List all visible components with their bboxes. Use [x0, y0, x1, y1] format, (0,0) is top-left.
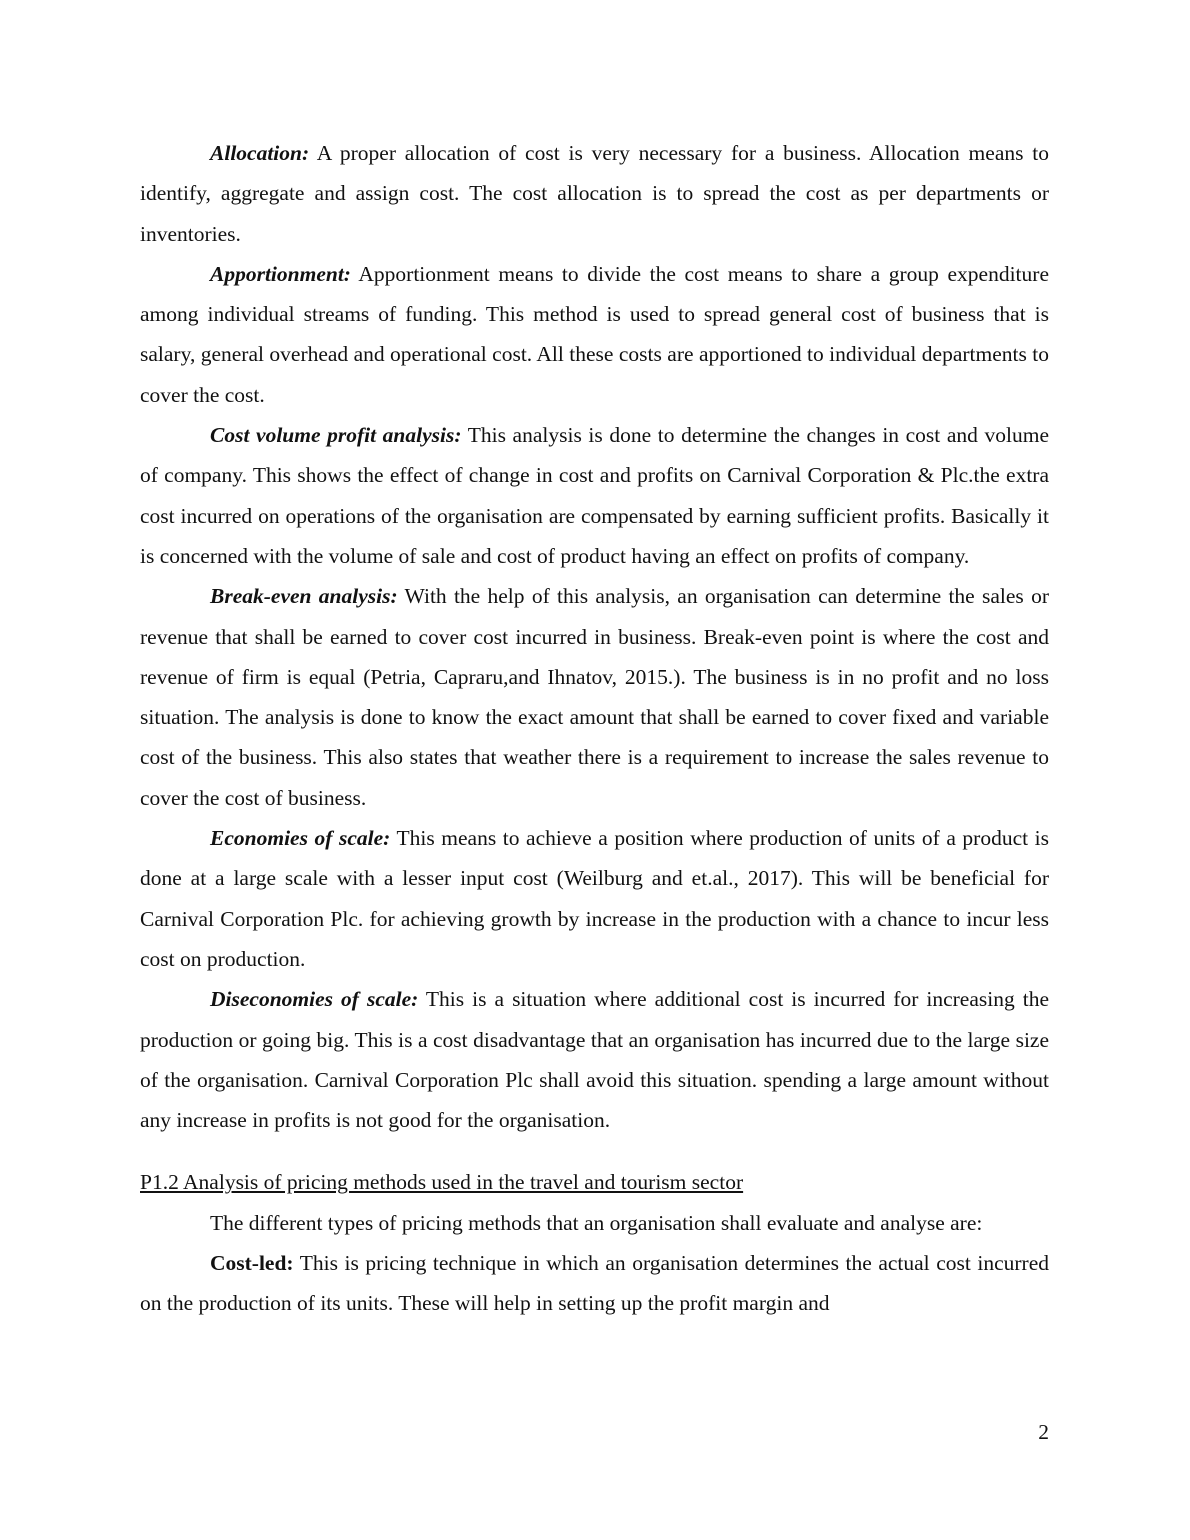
text-economies-of-scale: This means to achieve a position where production of units of a product is done at a large scale with a lesser input cost (Weilburg and et.al., 2017). This will be beneficial for Carnival Corporation Plc. for achieving growth by increase in the production with a chance to incur less cost on production. — [140, 826, 1049, 971]
term-cost-volume-profit: Cost volume profit analysis: — [210, 423, 462, 448]
paragraph-economies-of-scale — [140, 818, 1049, 979]
paragraph-apportionment — [140, 254, 1049, 415]
paragraph-cost-led — [140, 1243, 1049, 1324]
paragraph-diseconomies-of-scale — [140, 979, 1049, 1140]
term-diseconomies-of-scale: Diseconomies of scale: — [210, 987, 419, 1012]
paragraph-intro: The different types of pricing methods that an organisation shall evaluate and analyse are: — [210, 1210, 983, 1235]
paragraph-allocation — [140, 133, 1049, 254]
term-cost-led: Cost-led: — [210, 1251, 294, 1276]
text-break-even: With the help of this analysis, an organisation can determine the sales or revenue that shall be earned to cover cost incurred in business. Break-even point is where the cost and revenue of firm is equal (Petria, Capraru,and Ihnatov, 2015.). The business is in no profit and no loss situation. The analysis is done to know the exact amount that shall be earned to cover fixed and variable cost of the business. This also states that weather there is a requirement to increase the sales revenue to cover the cost of business. — [140, 584, 1049, 810]
document-page — [140, 133, 1049, 1324]
text-diseconomies-of-scale: This is a situation where additional cost is incurred for increasing the production or going big. This is a cost disadvantage that an organisation has incurred due to the large size of the organisation. Carnival Corporation Plc shall avoid this situation. spending a large amount without any increase in profits is not good for the organisation. — [140, 987, 1050, 1133]
term-allocation: Allocation: — [210, 141, 310, 165]
page-number: 2 — [1038, 1420, 1049, 1444]
text-apportionment: Apportionment means to divide the cost means to share a group expenditure among individual streams of funding. This method is used to spread general cost of business that is salary, general overhead and operational cost. All these costs are apportioned to individual departments to cover the cost. — [140, 261, 1049, 407]
paragraph-break-even — [140, 576, 1049, 818]
term-economies-of-scale: Economies of scale: — [210, 826, 391, 851]
text-cost-volume-profit: This analysis is done to determine the changes in cost and volume of company. This shows the effect of change in cost and profits on Carnival Corporation & Plc.the extra cost incurred on operations of the organisation are compensated by earning sufficient profits. Basically it is concerned with the volume of sale and cost of product having an effect on profits of company. — [140, 423, 1049, 568]
term-apportionment: Apportionment: — [210, 261, 351, 286]
section-heading: P1.2 Analysis of pricing methods used in the travel and tourism sector — [140, 1170, 744, 1195]
text-allocation: A proper allocation of cost is very necessary for a business. Allocation means to identify, aggregate and assign cost. The cost allocation is to spread the cost as per departments or inventories. — [140, 141, 1049, 246]
text-cost-led: This is pricing technique in which an organisation determines the actual cost incurred on the production of its units. These will help in setting up the profit margin and — [140, 1251, 1049, 1316]
paragraph-cost-volume-profit — [140, 415, 1049, 576]
term-break-even: Break-even analysis: — [210, 584, 398, 609]
